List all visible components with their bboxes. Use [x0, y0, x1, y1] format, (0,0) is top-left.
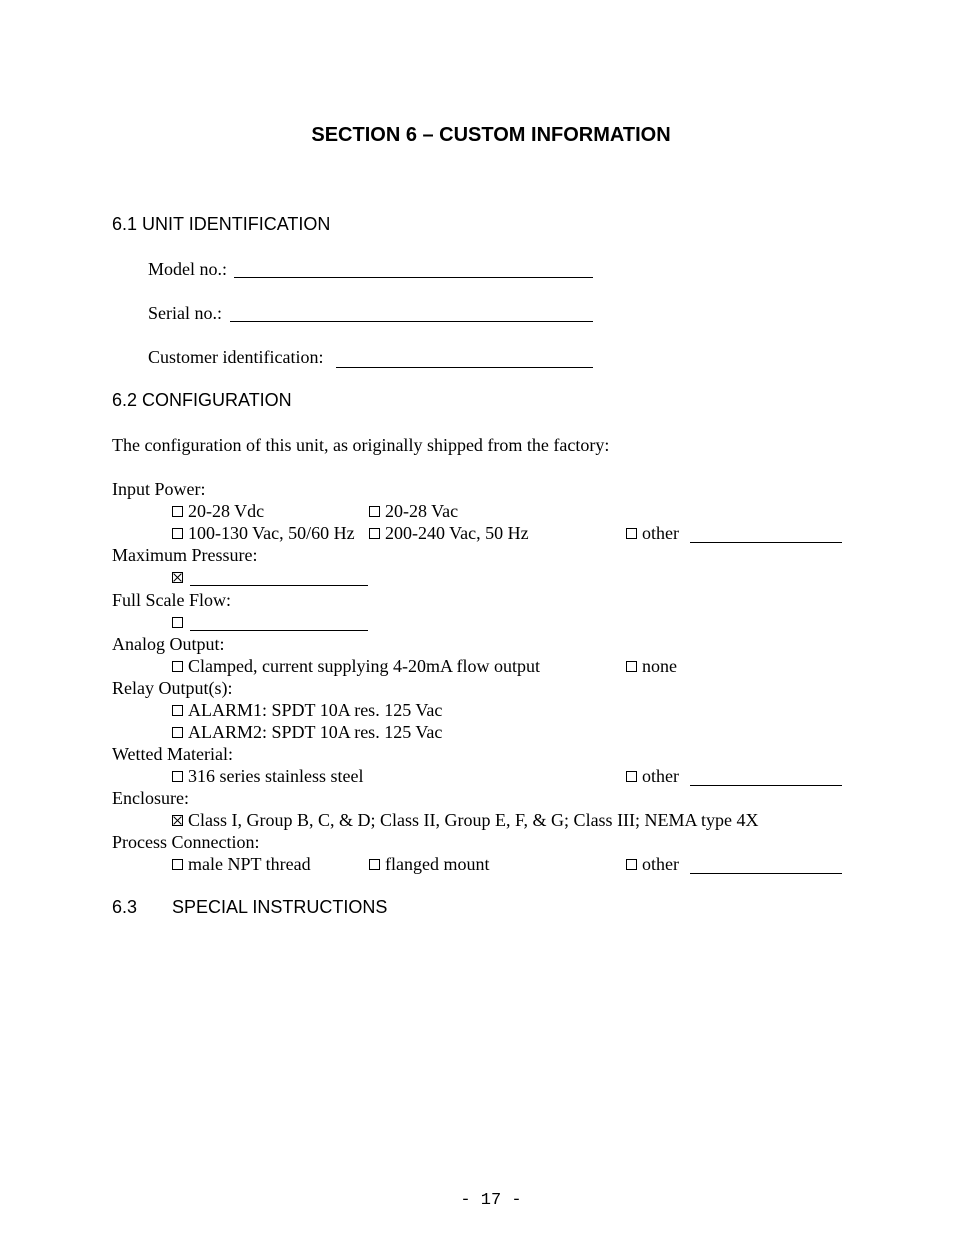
checked-checkbox-icon[interactable]	[172, 572, 183, 583]
checkbox-icon[interactable]	[172, 705, 183, 716]
analog-output-option-none[interactable]: none	[626, 656, 677, 677]
checkbox-icon[interactable]	[172, 771, 183, 782]
full-scale-flow-label: Full Scale Flow:	[112, 590, 232, 610]
checkbox-icon[interactable]	[369, 528, 380, 539]
checkbox-icon[interactable]	[172, 617, 183, 628]
checkbox-icon[interactable]	[626, 771, 637, 782]
page-title: SECTION 6 – CUSTOM INFORMATION	[311, 124, 671, 146]
checkbox-icon[interactable]	[172, 506, 183, 517]
process-connection-label: Process Connection:	[112, 832, 260, 852]
relay-outputs-label: Relay Output(s):	[112, 678, 233, 698]
customer-identification-field[interactable]	[336, 367, 593, 368]
customer-identification-label: Customer identification:	[148, 347, 324, 367]
section-6-2-heading: 6.2 CONFIGURATION	[112, 390, 292, 410]
checkbox-icon[interactable]	[172, 727, 183, 738]
checkbox-icon[interactable]	[369, 506, 380, 517]
section-6-3-heading: 6.3 SPECIAL INSTRUCTIONS	[112, 897, 388, 917]
analog-output-option-clamped[interactable]: Clamped, current supplying 4-20mA flow output	[172, 656, 540, 677]
input-power-option-20-28-vac[interactable]: 20-28 Vac	[369, 501, 458, 522]
input-power-option-100-130-vac[interactable]: 100-130 Vac, 50/60 Hz	[172, 523, 355, 544]
checkbox-icon[interactable]	[172, 528, 183, 539]
process-connection-other-field[interactable]	[690, 873, 842, 874]
maximum-pressure-option[interactable]	[172, 567, 188, 588]
checkbox-icon[interactable]	[369, 859, 380, 870]
input-power-label: Input Power:	[112, 479, 206, 499]
wetted-material-label: Wetted Material:	[112, 744, 233, 764]
page-number: - 17 -	[460, 1191, 522, 1210]
checkbox-icon[interactable]	[172, 859, 183, 870]
relay-output-option-alarm2[interactable]: ALARM2: SPDT 10A res. 125 Vac	[172, 722, 442, 743]
checked-checkbox-icon[interactable]	[172, 815, 183, 826]
checkbox-icon[interactable]	[626, 528, 637, 539]
serial-no-label: Serial no.:	[148, 303, 222, 323]
maximum-pressure-field[interactable]	[190, 585, 368, 586]
full-scale-flow-option[interactable]	[172, 612, 188, 633]
process-connection-option-male-npt[interactable]: male NPT thread	[172, 854, 311, 875]
process-connection-option-flanged[interactable]: flanged mount	[369, 854, 489, 875]
input-power-option-200-240-vac[interactable]: 200-240 Vac, 50 Hz	[369, 523, 529, 544]
maximum-pressure-label: Maximum Pressure:	[112, 545, 258, 565]
wetted-material-other-field[interactable]	[690, 785, 842, 786]
configuration-intro: The configuration of this unit, as originally shipped from the factory:	[112, 435, 610, 455]
input-power-other-field[interactable]	[690, 542, 842, 543]
checkbox-icon[interactable]	[626, 661, 637, 672]
wetted-material-option-other[interactable]: other	[626, 766, 679, 787]
checkbox-icon[interactable]	[172, 661, 183, 672]
relay-output-option-alarm1[interactable]: ALARM1: SPDT 10A res. 125 Vac	[172, 700, 442, 721]
section-6-1-heading: 6.1 UNIT IDENTIFICATION	[112, 214, 331, 234]
wetted-material-option-316-ss[interactable]: 316 series stainless steel	[172, 766, 363, 787]
checkbox-icon[interactable]	[626, 859, 637, 870]
enclosure-option-class[interactable]: Class I, Group B, C, & D; Class II, Group E, F, & G; Class III; NEMA type 4X	[172, 810, 759, 831]
input-power-option-other[interactable]: other	[626, 523, 679, 544]
process-connection-option-other[interactable]: other	[626, 854, 679, 875]
serial-no-field[interactable]	[230, 321, 593, 322]
full-scale-flow-field[interactable]	[190, 630, 368, 631]
analog-output-label: Analog Output:	[112, 634, 225, 654]
enclosure-label: Enclosure:	[112, 788, 189, 808]
model-no-label: Model no.:	[148, 259, 227, 279]
input-power-option-20-28-vdc[interactable]: 20-28 Vdc	[172, 501, 264, 522]
model-no-field[interactable]	[234, 277, 593, 278]
